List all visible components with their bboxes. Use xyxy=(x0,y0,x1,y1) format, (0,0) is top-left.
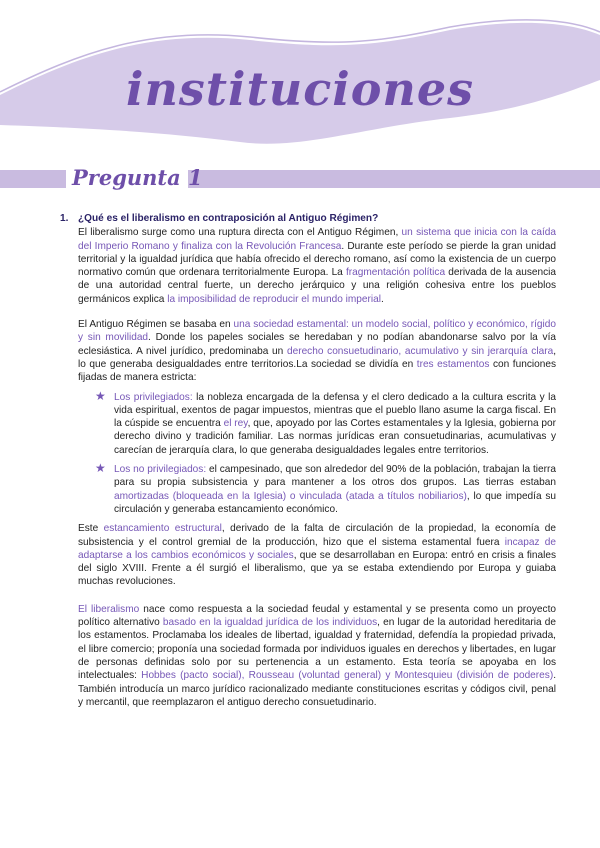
paragraph-2 xyxy=(78,318,556,384)
text: , lo que generaba desigualdades entre territorios.La sociedad se dividía en xyxy=(78,345,556,370)
text: El Antiguo Régimen se basaba en xyxy=(78,319,234,331)
highlight: estancamiento estructural xyxy=(103,523,222,535)
text: con funciones fijadas de manera estricta: xyxy=(78,358,557,384)
question-text: ¿Qué es el liberalismo en contraposición al Antiguo Régimen? xyxy=(78,213,379,224)
highlight: derecho consuetudinario, acumulativo y sin jerarquía clara xyxy=(286,345,554,357)
list-item xyxy=(95,388,557,457)
text: , que, apoyado por las Cortes estamentales y la Iglesia, gobierna por derecho divino y tradición familiar. Las normas jurídicas eran consuetudinarias, acumulativas y carecían de jerarquía clara, lo que generaba desigualdades legales entre territorios. xyxy=(114,418,557,456)
paragraph-1 xyxy=(78,226,556,306)
paragraph-3 xyxy=(78,522,556,588)
text: , en lugar de la autoridad hereditaria de los estamentos. Proclamaba los ideales de libertad, igualdad y fraternidad, defendía la propiedad privada, el libre comercio; proponía una sociedad formada por individuos iguales en derechos y libertades, en lugar de personas definidas solo por su pertenencia a un estamento. Esta teoría se apoyaba en los intelectuales: xyxy=(78,617,556,682)
page-title: instituciones xyxy=(125,62,474,116)
text: El liberalismo surge como una ruptura directa con el Antiguo Régimen, xyxy=(78,227,402,239)
text: . También introducía un marco jurídico racionalizado mediante constituciones escritas y códigos civil, penal y mercantil, que reemplazaron el antiguo derecho consuetudinario. xyxy=(78,670,556,708)
question-number: 1. xyxy=(60,213,69,224)
highlight: una sociedad estamental: un modelo social, político y económico, rígido y sin movilidad xyxy=(78,319,556,344)
highlight: amortizadas (bloqueada en la Iglesia) o vinculada (atada a títulos nobiliarios) xyxy=(114,490,467,502)
text: . xyxy=(380,293,384,305)
question-heading xyxy=(60,212,556,225)
list-item xyxy=(95,461,556,516)
estamentos-list xyxy=(78,388,557,517)
section-title: Pregunta 1 xyxy=(72,165,203,190)
bullet-label: Los privilegiados: xyxy=(114,391,193,403)
star-icon: ★ xyxy=(95,388,106,403)
content xyxy=(60,212,557,709)
highlight: El liberalismo xyxy=(78,603,140,615)
text: la nobleza encargada de la defensa y el clero dedicado a la cultura escrita y la vida espiritual, exentos de pagar impuestos, mientras que el pueblo llano asume la carga fiscal. En la cúspide se encuentra xyxy=(114,391,556,430)
highlight: Hobbes (pacto social), Rousseau (voluntad general) y Montesquieu (división de poderes) xyxy=(141,670,554,682)
section-bar-right xyxy=(188,170,600,188)
text: el campesinado, que son alrededor del 90% de la población, trabajan la tierra para su propia subsistencia y para mantener a los otros dos grupos. Las tierras estaban xyxy=(114,464,556,489)
star-icon: ★ xyxy=(95,461,106,476)
highlight: el rey xyxy=(223,418,248,430)
highlight: la imposibilidad de reproducir el mundo imperial xyxy=(167,293,381,305)
text: . Donde los papeles sociales se heredaban y no podían abandonarse salvo por la vía eclesiástica. A nivel jurídico, predominaba un xyxy=(78,332,556,357)
text: derivada de la ausencia de una autoridad central fuerte, un derecho jerárquico y una religión cohesiva entre los pueblos germánicos explica xyxy=(78,267,556,305)
highlight: basado en la igualdad jurídica de los individuos xyxy=(162,617,378,629)
text: Este xyxy=(78,523,104,535)
text: , lo que impedía su circulación y generaba estancamiento económico. xyxy=(114,490,556,515)
highlight: tres estamentos xyxy=(416,358,490,370)
text: , derivado de la falta de circulación de la propiedad, la economía de subsistencia y el control gremial de la producción, hizo que el sistema estamental fuera xyxy=(78,523,556,548)
text: nace como respuesta a la sociedad feudal y estamental y se presenta como un proyecto político alternativo xyxy=(78,603,556,629)
section-bar-left xyxy=(0,170,66,188)
highlight: fragmentación política xyxy=(345,267,446,279)
text: . Durante este período se pierde la gran unidad territorial y la igualdad jurídica que había ofrecido el derecho romano, así como la existencia de un cuerpo normativo común que ordenara territorialmente Europa. La xyxy=(78,240,556,279)
text: , que se desarrollaban en Europa: entró en crisis a finales del siglo XVIII. Frente a él surgió el liberalismo, que ya se estaba extendiendo por Europa y guiaba muchas revoluciones. xyxy=(78,549,557,588)
bullet-label: Los no privilegiados: xyxy=(114,464,207,476)
highlight: un sistema que inicia con la caída del Imperio Romano y finaliza con la Revolución Francesa xyxy=(78,227,556,252)
highlight: incapaz de adaptarse a los cambios económicos y sociales xyxy=(78,536,556,561)
paragraph-4 xyxy=(78,603,556,709)
